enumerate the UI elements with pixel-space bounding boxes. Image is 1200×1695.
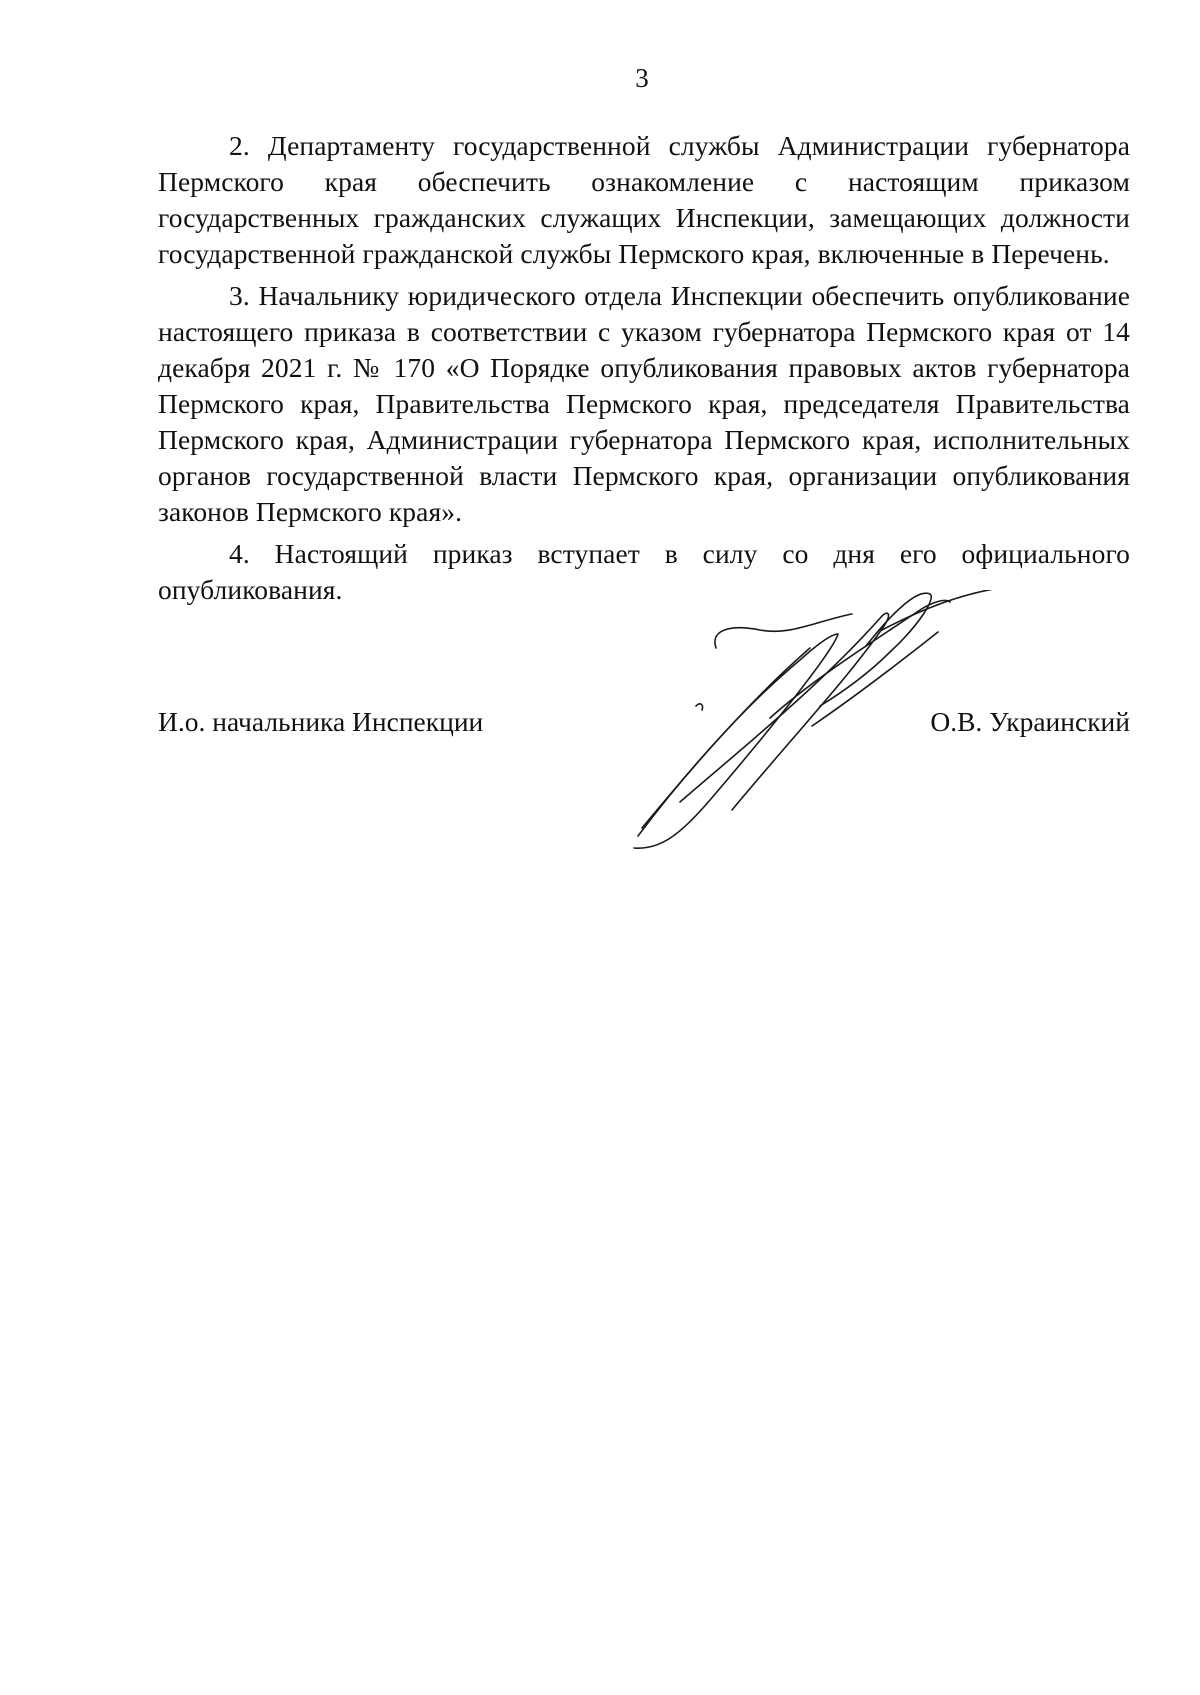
paragraph-4: 4. Настоящий приказ вступает в силу со дня его официального опубликования. (158, 538, 1130, 605)
page-number: 3 (635, 63, 649, 93)
paragraph-3: 3. Начальнику юридического отдела Инспекции обеспечить опубликование настоящего приказа в соответствии с указом губернатора Пермского края от 14 декабря 2021 г. № 170 «О Порядке опубликования правовых актов губернатора Пермского края, Правительства Пермского края, председателя Правительства Пермского края, Администрации губернатора Пермского края, исполнительных органов государственной власти Пермского края, организации опубликования законов Пермского края». (158, 280, 1130, 527)
document-body (158, 128, 1130, 614)
signatory-name: О.В. Украинский (930, 706, 1130, 737)
signatory-position: И.о. начальника Инспекции (158, 706, 484, 737)
handwritten-signature-icon (620, 590, 1040, 850)
paragraph-2: 2. Департаменту государственной службы Администрации губернатора Пермского края обеспечить ознакомление с настоящим приказом государственных гражданских служащих Инспекции, замещающих должности государственной гражданской службы Пермского края, включенные в Перечень. (158, 130, 1130, 269)
